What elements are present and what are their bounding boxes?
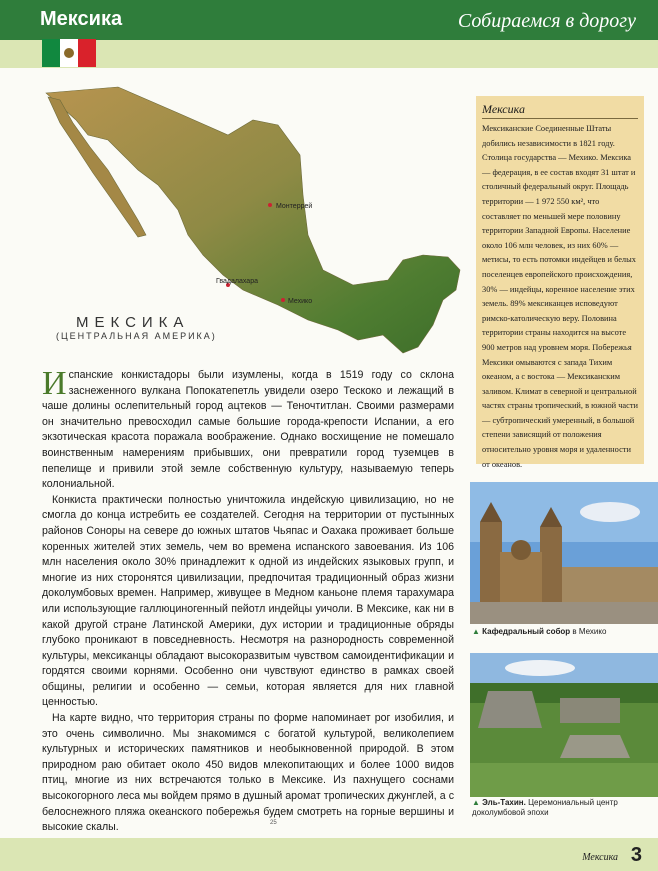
info-sidebar bbox=[476, 96, 644, 469]
map-subtitle: (ЦЕНТРАЛЬНАЯ АМЕРИКА) bbox=[56, 331, 217, 341]
photo-caption: ▲ Эль-Тахин. Церемониальный центр доколумбовой эпохи bbox=[472, 798, 618, 817]
map-title: МЕКСИКА bbox=[76, 314, 190, 331]
city-label: Монтеррей bbox=[276, 203, 313, 210]
main-article bbox=[42, 365, 454, 836]
sidebar-text: Мексиканские Соединенные Штаты добились независимости в 1821 году. Столица государства — Мехико. Мексика — федерация, в ее состав входят 31 штат и столичный федеральный округ. Площадь территории — 1 972 550 км², что составляет по меньшей мере половину территории Западной Европы. Население около 106 млн человек, из них 60% — метисы, то есть потомки индейцев и белых поселенцев европейского происхождения, 30% — индейцы, коренное население этих земель. 89% мексиканцев исповедуют римско-католическую веру. Половина территории страны находится на высоте 900 метров над уровнем моря. Побережья Мексики омываются с запада Тихим океаном, а с востока — Мексиканским заливом. Климат в северной и центральной частях страны тропический, в южной части — субтропический умеренный, в большой степени зависящий от положения относительно уровня моря и удаленности от океанов. bbox=[482, 124, 639, 469]
footer-bar bbox=[0, 838, 658, 871]
city-label: Гвадалахара bbox=[216, 278, 258, 285]
paragraph-3: На карте видно, что территория страны по форме напоминает рог изобилия, и это очень символично. Мы знакомимся с богатой культурой, великолепием культурных и исторических памятников и необыкновенной природой. В этом природном раю обитает около 450 видов млекопитающих и более 1000 видов птиц, многие из них встречаются только в Мексике. Из пахнущего соснами высокогорного леса мы войдем прямо в душный аромат тропических джунглей, а с белоснежного пляжа океанского побережья будем смотреть на горные вершины и высокие скалы. bbox=[42, 712, 454, 834]
sidebar-heading: Мексика bbox=[482, 102, 638, 119]
header-subband bbox=[0, 40, 658, 68]
city-label: Мехико bbox=[288, 298, 313, 305]
el-tajin-photo bbox=[470, 653, 658, 797]
paragraph-2: Конкиста практически полностью уничтожила индейскую цивилизацию, но не смогла до конца истребить ее создателей. Сегодня на территории от пустынных районов Соноры на севере до южных штатов Чьяпас и Оахака проживает больше коренных жителей этих земель, чем во времена испанского завоевания. Из 106 млн населения около 30% принадлежит к одной из индейских языковых групп, и многие из них сторонятся цивилизации, предпочитая традиционный образ жизни доколумбовых времен. Например, живущее в Медном каньоне племя тарахумара или использующие галлюциногенный пейотл индейцы уичоли. В Мексике, как ни в какой другой стране Латинской Америки, дух истории и традиционные обряды глубоко проникают в повседневность. Несмотря на разнородность современной культуры, мексиканцы обладают высокоразвитым чувством самоидентификации и гордятся своими корнями. Особенно они чувствуют единство в рамках своей общины, религии и особенно — семьи, которая является для них главной ценностью. bbox=[42, 493, 454, 709]
series-title: Собираемся в дорогу bbox=[457, 10, 636, 32]
photo-caption: ▲ Кафедральный собор в Мехико bbox=[472, 627, 607, 636]
page-number: 3 bbox=[630, 844, 642, 866]
small-page-number: 25 bbox=[270, 820, 277, 826]
paragraph-1: Испанские конкистадоры были изумлены, когда в 1519 году со склона заснеженного вулкана Попокатепетль увидели озеро Тескоко и лежащий в чаше долины ослепительный город ацтеков — Теночтитлан. Своими размерами он значительно превосходил самые большие города-крепости Испании, а его экзотическая красота поражала воображение. Однако восхищение не помешало воинственным намерениям прибывших, они превратили город туземцев в пепелище и привили этой земле собственную культуру, называемую теперь колониальной. bbox=[42, 365, 454, 491]
city-dot bbox=[268, 203, 272, 207]
country-title: Мексика bbox=[40, 8, 123, 30]
header-bar bbox=[0, 0, 658, 40]
mexico-flag-icon bbox=[42, 39, 96, 67]
city-dot bbox=[281, 298, 285, 302]
drop-cap: И bbox=[42, 365, 67, 402]
cathedral-photo bbox=[470, 482, 658, 624]
footer-title: Мексика bbox=[582, 852, 618, 863]
